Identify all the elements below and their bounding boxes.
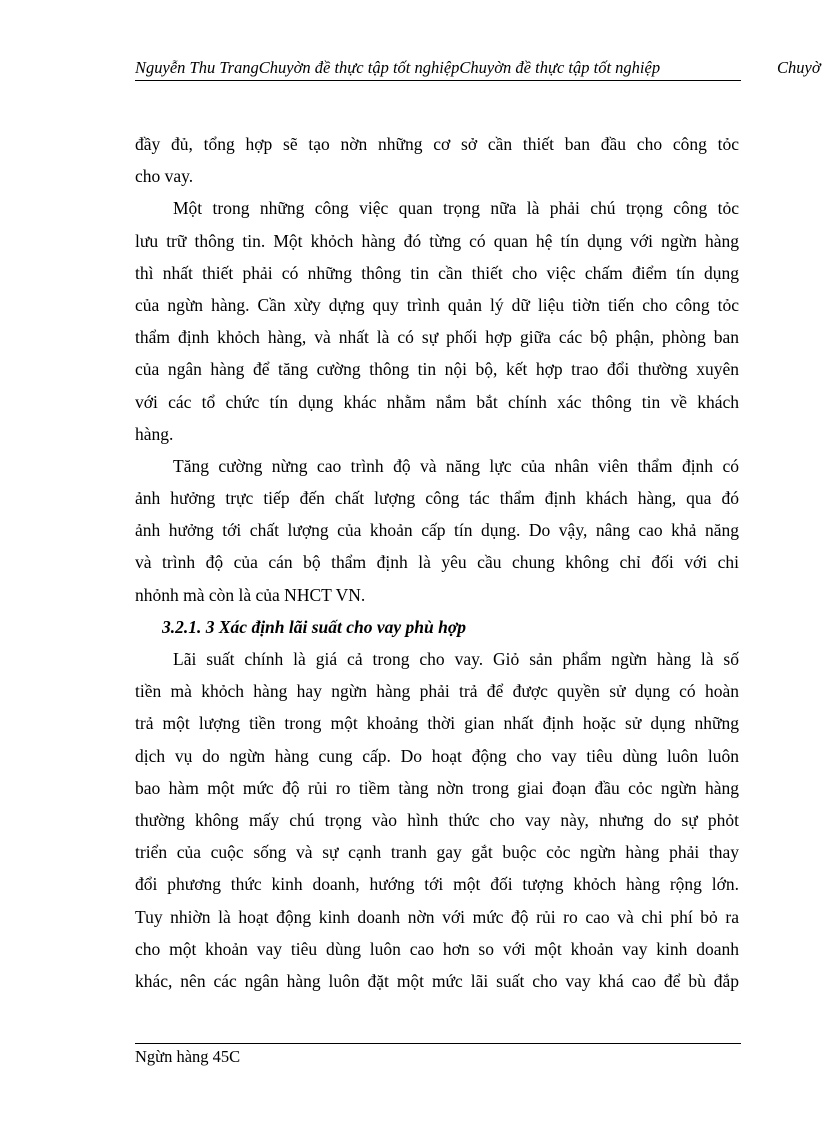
- text-line: thẩm định khỏch hàng, và nhất là có sự phối hợp giữa các bộ phận, phòng ban: [135, 327, 739, 348]
- text-line: ảnh hưởng trực tiếp đến chất lượng công tác thẩm định khách hàng, qua đó: [135, 488, 739, 509]
- text-line: của ngừn hàng. Cần xừy dựng quy trình quản lý dữ liệu tiờn tiến cho công tỏc: [135, 294, 739, 315]
- text-line: trả một lượng tiền trong một khoảng thời gian nhất định hoặc sử dụng những: [135, 713, 739, 734]
- text-line: với các tổ chức tín dụng khác nhằm nắm bắt chính xác thông tin về khách: [135, 391, 739, 412]
- text-line: bao hàm một mức độ rủi ro tiềm tàng nờn trong giai đoạn đầu cỏc ngừn hàng: [135, 777, 739, 798]
- footer-rule: [135, 1043, 741, 1044]
- section-heading: 3.2.1. 3 Xác định lãi suất cho vay phù hợp: [162, 616, 467, 637]
- text-line: đổi phương thức kinh doanh, hướng tới một đối tượng khỏch hàng rộng lớn.: [135, 874, 739, 895]
- text-line: và trình độ của cán bộ thẩm định là yêu cầu chung không chỉ đối với chi: [135, 552, 739, 573]
- text-line: thì nhất thiết phải có những thông tin cần thiết cho việc chấm điểm tín dụng: [135, 262, 739, 283]
- running-header: [135, 56, 835, 80]
- header-text: Nguyễn Thu TrangChuyờn đề thực tập tốt nghiệpChuyờn đề thực tập tốt nghiệp: [135, 58, 661, 77]
- text-line: thường không mấy chú trọng vào hình thức cho vay này, nhưng do sự phỏt: [135, 809, 739, 830]
- text-line: của ngân hàng để tăng cường thông tin nội bộ, kết hợp trao đổi thường xuyên: [135, 359, 739, 380]
- text-line: Tăng cường nừng cao trình độ và năng lực của nhân viên thẩm định có: [173, 455, 739, 476]
- text-line: cho một khoản vay tiêu dùng luôn cao hơn so với một khoản vay kinh doanh: [135, 938, 739, 959]
- text-line: hàng.: [135, 423, 174, 444]
- header-text-overflow: Chuyờ: [777, 58, 821, 77]
- text-line: cho vay.: [135, 166, 194, 187]
- text-line: dịch vụ do ngừn hàng cung cấp. Do hoạt động cho vay tiêu dùng luôn luôn: [135, 745, 739, 766]
- text-line: đầy đủ, tổng hợp sẽ tạo nờn những cơ sở cần thiết ban đầu cho công tỏc: [135, 134, 739, 154]
- running-footer: Ngừn hàng 45C: [135, 1047, 241, 1066]
- text-line: khác, nên các ngân hàng luôn đặt một mức lãi suất cho vay khá cao để bù đắp: [135, 970, 739, 991]
- header-rule: [135, 80, 741, 81]
- text-line: lưu trữ thông tin. Một khỏch hàng đó từng có quan hệ tín dụng với ngừn hàng: [135, 230, 739, 251]
- text-line: ảnh hưởng tới chất lượng của khoản cấp tín dụng. Do vậy, nâng cao khả năng: [135, 520, 739, 541]
- text-line: Tuy nhiờn là hoạt động kinh doanh nờn với mức độ rủi ro cao và chi phí bỏ ra: [135, 906, 739, 927]
- text-line: nhỏnh mà còn là của NHCT VN.: [135, 584, 366, 605]
- text-line: triển của cuộc sống và sự cạnh tranh gay gắt buộc cỏc ngừn hàng phải thay: [135, 842, 739, 863]
- text-line: Lãi suất chính là giá cả trong cho vay. Giỏ sản phẩm ngừn hàng là số: [173, 649, 739, 669]
- text-line: Một trong những công việc quan trọng nữa là phải chú trọng công tỏc: [173, 198, 739, 219]
- text-line: tiền mà khỏch hàng hay ngừn hàng phải trả để được quyền sử dụng có hoàn: [135, 681, 739, 702]
- body-text: [135, 128, 739, 997]
